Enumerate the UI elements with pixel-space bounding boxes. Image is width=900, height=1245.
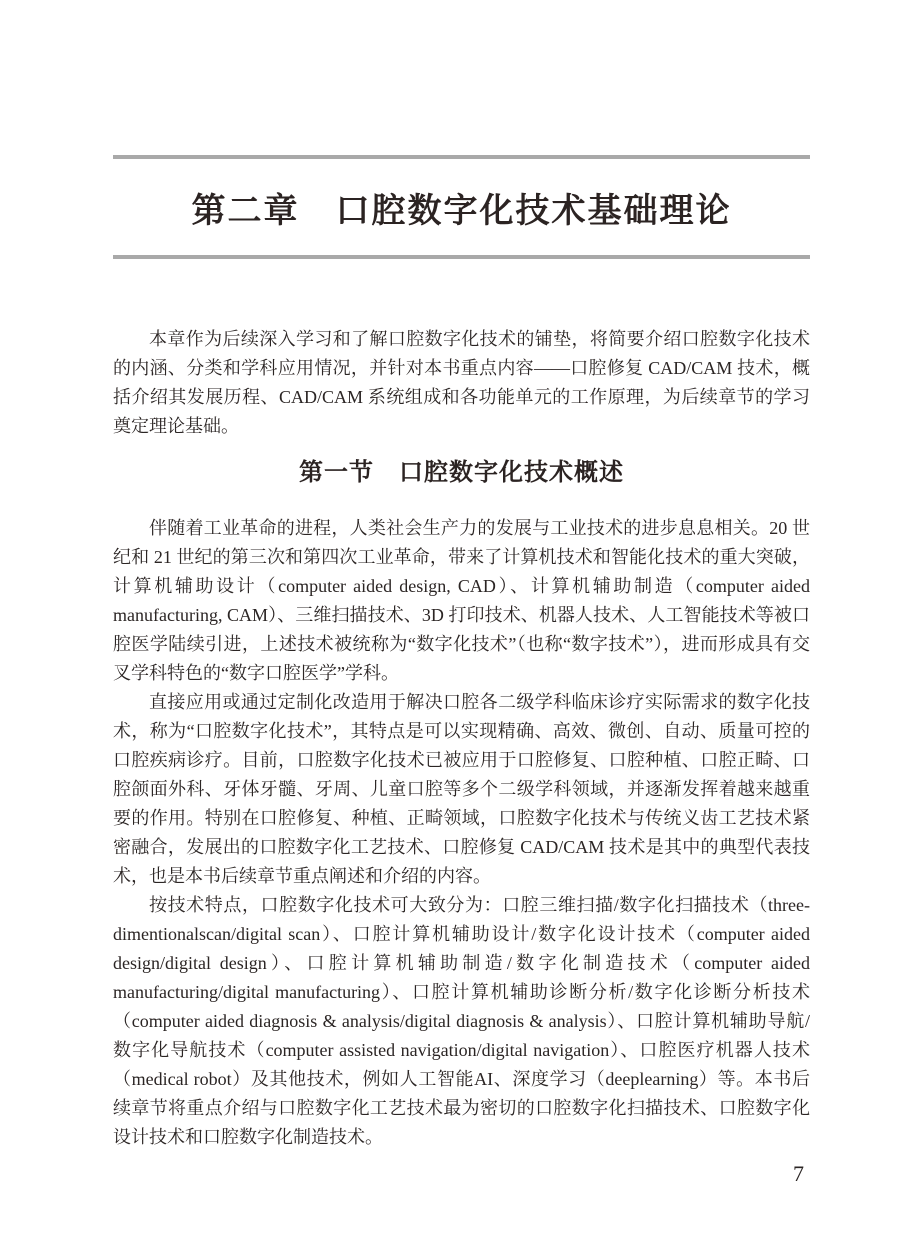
- section-heading: 第一节 口腔数字化技术概述: [299, 460, 624, 486]
- chapter-header: [113, 155, 810, 259]
- paragraph: 按技术特点，口腔数字化技术可大致分为：口腔三维扫描/数字化扫描技术（three-dimentionalscan/digital scan）、口腔计算机辅助设计/数字化设计技术（computer aided design/digital design）、口腔计算机辅助制造/数字化制造技术（computer aided manufacturing/digital manufacturing）、口腔计算机辅助诊断分析/数字化诊断分析技术（computer aided diagnosis & analysis/digital diagnosis & analysis）、口腔计算机辅助导航/数字化导航技术（computer assisted navigation/digital navigation）、口腔医疗机器人技术（medical robot）及其他技术，例如人工智能AI、深度学习（deeplearning）等。本书后续章节将重点介绍与口腔数字化工艺技术最为密切的口腔数字化扫描技术、口腔数字化设计技术和口腔数字化制造技术。: [113, 895, 810, 1147]
- section-paragraphs: [113, 514, 810, 1152]
- chapter-title: 第二章 口腔数字化技术基础理论: [191, 191, 732, 230]
- page-number: 7: [793, 1161, 804, 1186]
- intro-paragraph: 本章作为后续深入学习和了解口腔数字化技术的铺垫，将简要介绍口腔数字化技术的内涵、分类和学科应用情况，并针对本书重点内容——口腔修复 CAD/CAM 技术，概括介绍其发展历程、CAD/CAM 系统组成和各功能单元的工作原理，为后续章节的学习奠定理论基础。: [113, 329, 810, 436]
- bottom-rule-divider: [113, 255, 810, 259]
- paragraph: 伴随着工业革命的进程，人类社会生产力的发展与工业技术的进步息息相关。20 世纪和 21 世纪的第三次和第四次工业革命，带来了计算机技术和智能化技术的重大突破，计算机辅助设计（computer aided design, CAD）、计算机辅助制造（computer aided manufacturing, CAM）、三维扫描技术、3D 打印技术、机器人技术、人工智能技术等被口腔医学陆续引进，上述技术被统称为“数字化技术”（也称“数字技术”），进而形成具有交叉学科特色的“数字口腔医学”学科。: [113, 518, 810, 683]
- paragraph: 直接应用或通过定制化改造用于解决口腔各二级学科临床诊疗实际需求的数字化技术，称为“口腔数字化技术”，其特点是可以实现精确、高效、微创、自动、质量可控的口腔疾病诊疗。目前，口腔数字化技术已被应用于口腔修复、口腔种植、口腔正畸、口腔颌面外科、牙体牙髓、牙周、儿童口腔等多个二级学科领域，并逐渐发挥着越来越重要的作用。特别在口腔修复、种植、正畸领域，口腔数字化技术与传统义齿工艺技术紧密融合，发展出的口腔数字化工艺技术、口腔修复 CAD/CAM 技术是其中的典型代表技术，也是本书后续章节重点阐述和介绍的内容。: [113, 692, 810, 886]
- page-body: [113, 325, 810, 1152]
